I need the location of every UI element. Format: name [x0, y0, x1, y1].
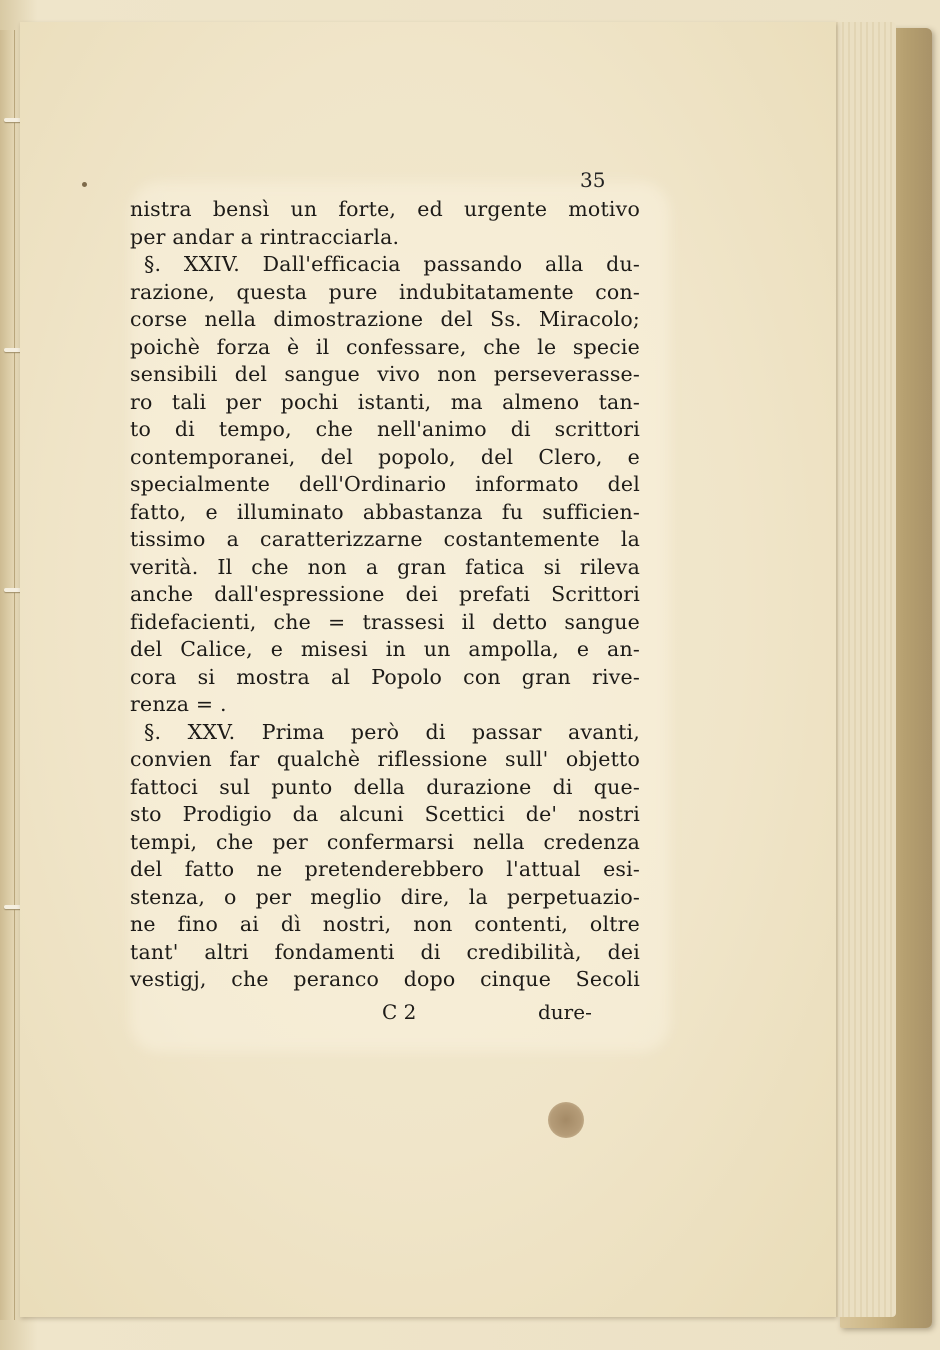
catchword: dure-	[538, 1000, 592, 1024]
ink-speck	[82, 182, 87, 187]
text-line: razione, questa pure indubitatamente con-	[130, 279, 640, 304]
text-line: vestigj, che peranco dopo cinque Secoli	[130, 967, 640, 991]
text-line: tissimo a caratterizzarne costantemente la	[130, 527, 640, 551]
text-line: poichè forza è il confessare, che le specie	[130, 334, 640, 359]
text-line: to di tempo, che nell'animo di scrittori	[130, 417, 640, 441]
text-line: fattoci sul punto della durazione di que-	[130, 774, 640, 799]
text-line: tant' altri fondamenti di credibilità, dei	[130, 939, 640, 964]
page-number: 35	[580, 168, 606, 192]
text-line: cora si mostra al Popolo con gran rive-	[130, 664, 640, 689]
text-line: fatto, e illuminato abbastanza fu sufficien-	[130, 499, 640, 524]
text-line: convien far qualchè riflessione sull' objetto	[130, 747, 640, 771]
text-line: ro tali per pochi istanti, ma almeno tan-	[130, 389, 640, 414]
text-line: specialmente dell'Ordinario informato del	[130, 472, 640, 496]
signature-mark: C 2	[382, 1000, 417, 1024]
section-heading-line: §. XXIV. Dall'efficacia passando alla du-	[144, 252, 640, 276]
text-line: contemporanei, del popolo, del Clero, e	[130, 444, 640, 469]
page-footer	[130, 1000, 610, 1028]
text-line: tempi, che per confermarsi nella credenza	[130, 829, 640, 854]
body-text	[130, 196, 640, 994]
page-stack-edge	[826, 22, 896, 1317]
text-line: corse nella dimostrazione del Ss. Miracolo;	[130, 307, 640, 331]
text-line: del Calice, e misesi in un ampolla, e an-	[130, 637, 640, 661]
text-line: sto Prodigio da alcuni Scettici de' nostri	[130, 802, 640, 826]
text-line: ne fino ai dì nostri, non contenti, oltre	[130, 912, 640, 936]
section-heading-line: §. XXV. Prima però di passar avanti,	[144, 719, 640, 744]
foxing-stain	[548, 1102, 584, 1138]
text-line: fidefacienti, che = trassesi il detto sangue	[130, 609, 640, 634]
text-line: anche dall'espressione dei prefati Scrittori	[130, 582, 640, 606]
previous-page-edge	[0, 30, 15, 1320]
text-line: stenza, o per meglio dire, la perpetuazio-	[130, 884, 640, 909]
text-line: verità. Il che non a gran fatica si rileva	[130, 554, 640, 579]
text-line: renza = .	[130, 692, 227, 716]
text-line: del fatto ne pretenderebbero l'attual esi-	[130, 857, 640, 881]
text-line: sensibili del sangue vivo non perseverasse-	[130, 362, 640, 386]
text-line: nistra bensì un forte, ed urgente motivo	[130, 197, 640, 221]
text-line: per andar a rintracciarla.	[130, 224, 400, 249]
